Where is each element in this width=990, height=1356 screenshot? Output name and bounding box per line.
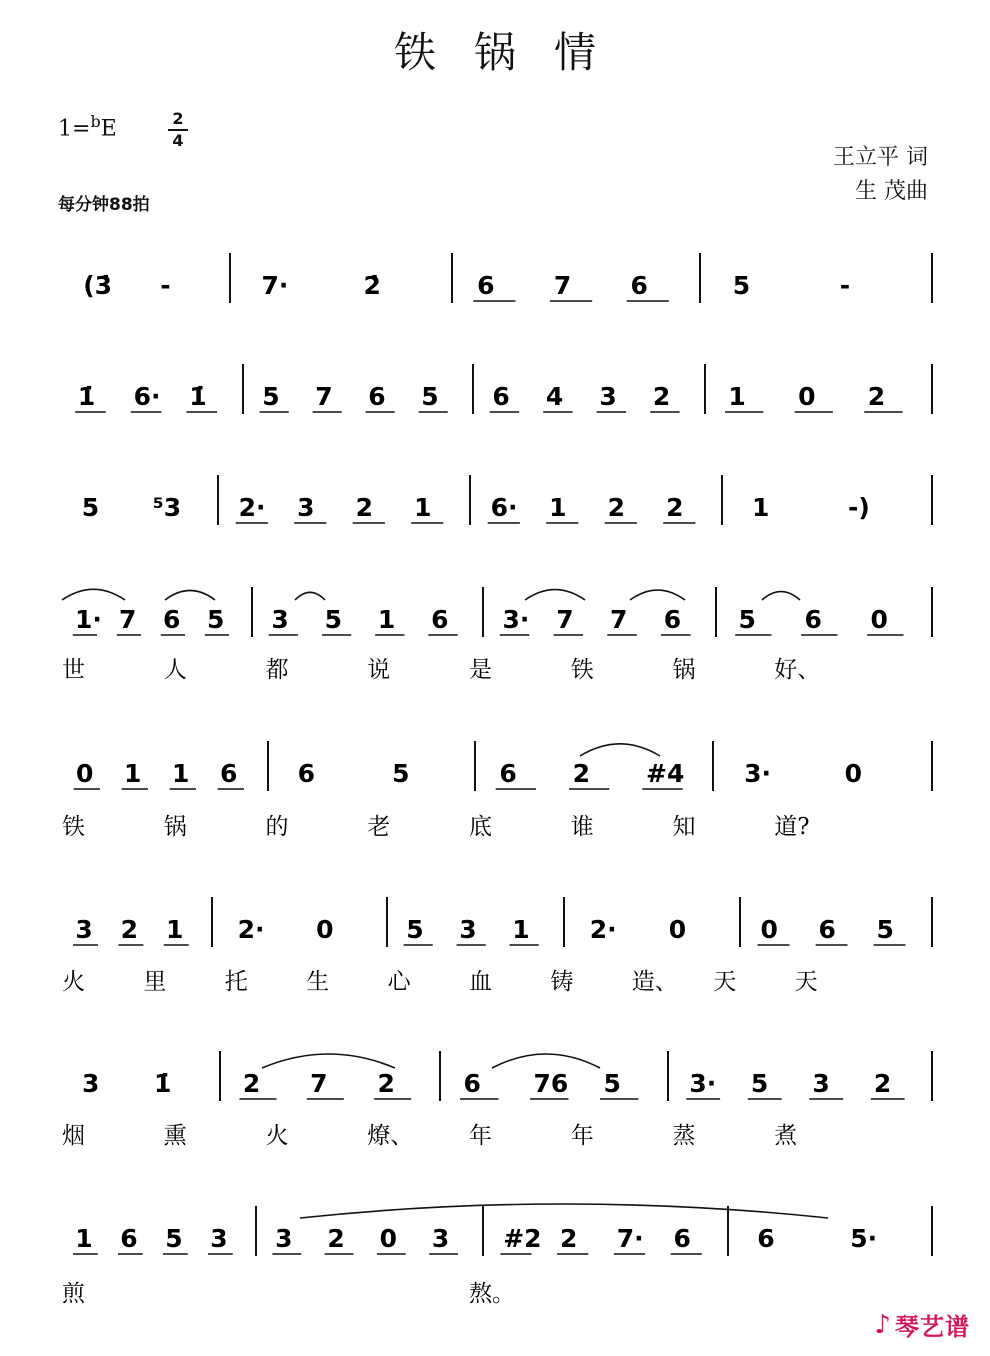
note: 0 bbox=[844, 759, 863, 788]
note: 1̇ bbox=[189, 382, 207, 411]
note: 7 bbox=[119, 605, 137, 634]
lyric-syllable: 锅 bbox=[163, 814, 187, 840]
note: 5 bbox=[421, 382, 439, 411]
note: 5 bbox=[732, 271, 751, 300]
note: 4 bbox=[545, 382, 564, 411]
note: 2 bbox=[652, 382, 671, 411]
lyric-syllable: 的 bbox=[265, 814, 289, 840]
note: 2· bbox=[237, 915, 265, 944]
note: 1̇ bbox=[77, 382, 96, 411]
note: 5 bbox=[738, 605, 756, 634]
lyric-syllable: 说 bbox=[367, 657, 391, 683]
note: 6 bbox=[463, 1069, 481, 1098]
note: 1̇ bbox=[154, 1069, 172, 1098]
lyric-syllable: 铸 bbox=[550, 969, 574, 995]
lyric-syllable: 世 bbox=[62, 657, 85, 683]
slur-arc bbox=[762, 592, 800, 600]
slur-arc bbox=[580, 744, 660, 756]
slur-arc bbox=[62, 589, 125, 600]
lyric-syllable: 血 bbox=[469, 969, 492, 995]
note: 1 bbox=[172, 759, 190, 788]
note: 5 bbox=[406, 915, 424, 944]
note: 2 bbox=[242, 1069, 261, 1098]
slur-arc bbox=[492, 1054, 600, 1068]
note: 2 bbox=[873, 1069, 892, 1098]
note: 6· bbox=[490, 493, 518, 522]
lyric-syllable: 知 bbox=[672, 814, 696, 840]
note: 0 bbox=[760, 915, 778, 944]
note: 5 bbox=[392, 759, 410, 788]
note: 3 bbox=[431, 1224, 450, 1253]
note: 3· bbox=[744, 759, 772, 788]
key-note: E bbox=[100, 116, 117, 142]
note: 6 bbox=[663, 605, 682, 634]
note: 3· bbox=[689, 1069, 717, 1098]
note: 3 bbox=[599, 382, 617, 411]
note: 0 bbox=[798, 382, 816, 411]
note: 7 bbox=[310, 1069, 328, 1098]
lyric-syllable: 铁 bbox=[62, 814, 85, 840]
note: 6· bbox=[133, 382, 161, 411]
slur-arc bbox=[165, 591, 215, 601]
note: 5 bbox=[262, 382, 280, 411]
note: -) bbox=[848, 493, 870, 522]
note: 6 bbox=[368, 382, 386, 411]
tempo-marking: 每分钟88拍 bbox=[58, 195, 150, 215]
slur-arc bbox=[525, 590, 585, 600]
note: 0 bbox=[316, 915, 334, 944]
lyric-syllable: 年 bbox=[469, 1123, 492, 1149]
note: 0 bbox=[668, 915, 687, 944]
note: 1 bbox=[752, 493, 770, 522]
note: 7· bbox=[616, 1224, 644, 1253]
lyric-syllable: 老 bbox=[367, 814, 391, 840]
note: 2 bbox=[377, 1069, 395, 1098]
note: 5 bbox=[324, 605, 342, 634]
note: 6 bbox=[673, 1224, 691, 1253]
lyric-syllable: 煮 bbox=[774, 1123, 798, 1149]
lyric-syllable: 火 bbox=[62, 969, 85, 995]
note: 2 bbox=[327, 1224, 345, 1253]
note: 2 bbox=[666, 493, 684, 522]
lyric-syllable: 里 bbox=[143, 969, 167, 995]
note: 7 bbox=[315, 382, 333, 411]
note: 7 bbox=[609, 605, 628, 634]
note: 1 bbox=[166, 915, 184, 944]
note: 1 bbox=[549, 493, 567, 522]
note: 6 bbox=[297, 759, 316, 788]
note: 6 bbox=[804, 605, 822, 634]
note: 3 bbox=[271, 605, 289, 634]
note: 2 bbox=[559, 1224, 578, 1253]
note: 3 bbox=[275, 1224, 293, 1253]
note: 7 bbox=[556, 605, 574, 634]
note: 0 bbox=[379, 1224, 397, 1253]
logo-text: 琴艺谱 bbox=[895, 1313, 970, 1341]
note: 5· bbox=[850, 1224, 878, 1253]
note: 3 bbox=[812, 1069, 830, 1098]
lyric-syllable: 铁 bbox=[570, 657, 594, 683]
note: 3 bbox=[210, 1224, 228, 1253]
note: #2 bbox=[503, 1224, 542, 1253]
lyric-syllable: 谁 bbox=[570, 814, 594, 840]
note: 6 bbox=[630, 271, 648, 300]
note: 6 bbox=[818, 915, 836, 944]
note: 3 bbox=[82, 1069, 100, 1098]
note: 2 bbox=[867, 382, 886, 411]
note: 3 bbox=[459, 915, 477, 944]
note: 2· bbox=[589, 915, 617, 944]
music-note-logo-icon: ♪ bbox=[874, 1309, 891, 1340]
flat-sign: b bbox=[90, 112, 101, 131]
lyric-syllable: 熬。 bbox=[469, 1281, 515, 1307]
note: 5 bbox=[165, 1224, 183, 1253]
key-prefix: 1= bbox=[58, 116, 91, 142]
lyric-syllable: 熏 bbox=[163, 1123, 187, 1149]
note: - bbox=[839, 271, 851, 300]
note: 7 bbox=[553, 271, 572, 300]
note: 2 bbox=[120, 915, 139, 944]
composer-credit: 生 茂曲 bbox=[855, 179, 928, 204]
meter-bottom: 4 bbox=[172, 131, 184, 150]
site-logo bbox=[874, 1307, 970, 1342]
lyric-syllable: 火 bbox=[265, 1123, 289, 1149]
lyric-syllable: 是 bbox=[469, 657, 492, 683]
lyric-syllable: 蒸 bbox=[672, 1123, 696, 1149]
note: 3· bbox=[502, 605, 530, 634]
lyric-syllable: 年 bbox=[570, 1123, 594, 1149]
lyric-syllable: 底 bbox=[469, 814, 492, 840]
note: 3 bbox=[297, 493, 315, 522]
note: 5 bbox=[750, 1069, 769, 1098]
slur-arc bbox=[262, 1054, 395, 1068]
lyric-syllable: 造、 bbox=[631, 969, 678, 995]
note: 0 bbox=[76, 759, 94, 788]
note: 1 bbox=[512, 915, 530, 944]
lyric-syllable: 天 bbox=[713, 969, 737, 995]
lyric-syllable: 天 bbox=[794, 969, 818, 995]
note: - bbox=[160, 271, 171, 300]
lyric-syllable: 道? bbox=[774, 814, 810, 840]
note: 5 bbox=[207, 605, 225, 634]
lyric-syllable: 人 bbox=[163, 657, 187, 683]
meter-top: 2 bbox=[172, 109, 184, 128]
note: ⁵3 bbox=[152, 493, 182, 522]
slur-arc bbox=[295, 592, 325, 600]
note: 1 bbox=[414, 493, 432, 522]
lyric-syllable: 锅 bbox=[672, 657, 696, 683]
note: 76 bbox=[533, 1069, 569, 1098]
slur-arc bbox=[300, 1204, 828, 1218]
note: 2 bbox=[572, 759, 591, 788]
note: 6 bbox=[120, 1224, 138, 1253]
lyric-syllable: 好、 bbox=[774, 657, 821, 683]
note: 5 bbox=[603, 1069, 621, 1098]
note: 1 bbox=[124, 759, 142, 788]
note: 6 bbox=[492, 382, 510, 411]
note: 2 bbox=[607, 493, 626, 522]
note: 1 bbox=[728, 382, 746, 411]
note: 2̇ bbox=[363, 271, 381, 300]
note: (3̇ bbox=[83, 271, 113, 300]
lyric-syllable: 生 bbox=[306, 969, 330, 995]
note: 7· bbox=[261, 271, 289, 300]
lyric-syllable: 都 bbox=[265, 657, 289, 683]
note: 6 bbox=[220, 759, 238, 788]
lyric-syllable: 燎、 bbox=[367, 1123, 414, 1149]
lyric-syllable: 托 bbox=[224, 969, 248, 995]
note: 1· bbox=[75, 605, 102, 634]
lyric-syllable: 煎 bbox=[62, 1281, 85, 1307]
note: 2· bbox=[238, 493, 266, 522]
note: 0 bbox=[870, 605, 888, 634]
slur-arc bbox=[630, 590, 685, 600]
note: 1 bbox=[377, 605, 396, 634]
lyric-syllable: 心 bbox=[387, 969, 411, 995]
note: 5 bbox=[81, 493, 100, 522]
note: 6 bbox=[477, 271, 495, 300]
lyricist-credit: 王立平 词 bbox=[833, 145, 928, 170]
song-title: 铁锅情 bbox=[393, 28, 634, 77]
note: #4 bbox=[646, 759, 685, 788]
lyric-syllable: 烟 bbox=[62, 1123, 85, 1149]
note: 3 bbox=[75, 915, 93, 944]
note: 1 bbox=[75, 1224, 93, 1253]
note: 6 bbox=[757, 1224, 775, 1253]
note: 6 bbox=[431, 605, 449, 634]
note: 6 bbox=[163, 605, 181, 634]
note: 6 bbox=[499, 759, 517, 788]
note: 5 bbox=[876, 915, 894, 944]
note: 2 bbox=[355, 493, 374, 522]
